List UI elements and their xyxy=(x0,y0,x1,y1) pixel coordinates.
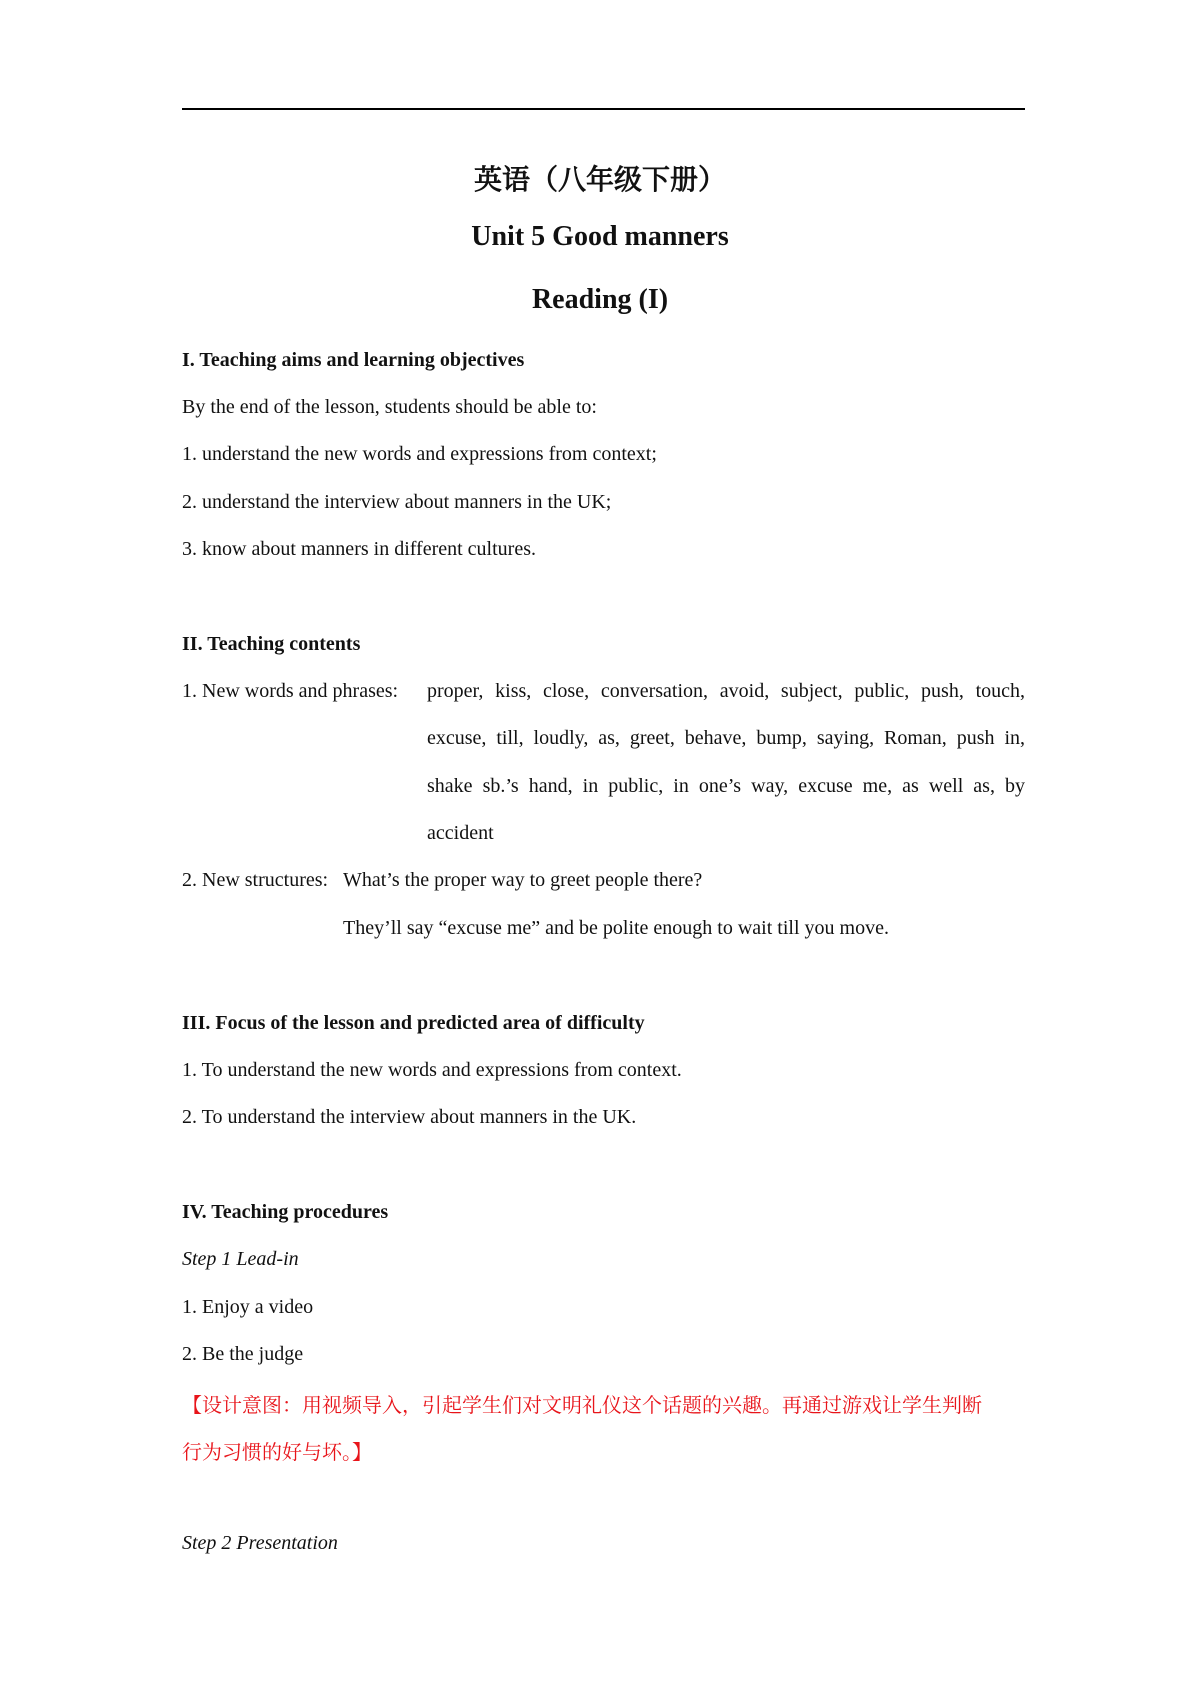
section-heading-procedures: IV. Teaching procedures xyxy=(182,1201,389,1223)
lesson-title: Reading (I) xyxy=(531,284,669,315)
design-note-line: 【设计意图：用视频导入，引起学生们对文明礼仪这个话题的兴趣。再通过游戏让学生判断 xyxy=(182,1393,982,1417)
focus-item: 2. To understand the interview about manners in the UK. xyxy=(182,1106,637,1128)
section-heading-focus: III. Focus of the lesson and predicted area of difficulty xyxy=(182,1012,645,1034)
step-item: 1. Enjoy a video xyxy=(182,1296,314,1318)
aims-item: 1. understand the new words and expressions from context; xyxy=(182,443,657,465)
design-note-line: 行为习惯的好与坏。】 xyxy=(182,1440,372,1464)
unit-title: Unit 5 Good manners xyxy=(471,221,729,252)
section-heading-aims: I. Teaching aims and learning objectives xyxy=(182,349,525,371)
header-rule xyxy=(182,108,1025,110)
aims-item: 3. know about manners in different cultures. xyxy=(182,538,536,560)
section-heading-contents: II. Teaching contents xyxy=(182,633,361,655)
words-label: 1. New words and phrases: xyxy=(182,680,399,702)
words-line: excuse, till, loudly, as, greet, behave, bump, saying, Roman, push in, xyxy=(427,727,1025,749)
step-title: Step 2 Presentation xyxy=(182,1532,338,1554)
words-line: shake sb.’s hand, in public, in one’s way, excuse me, as well as, by xyxy=(427,775,1025,797)
structure-line: What’s the proper way to greet people there? xyxy=(343,869,703,891)
step-title: Step 1 Lead-in xyxy=(182,1248,299,1270)
words-line: proper, kiss, close, conversation, avoid, subject, public, push, touch, xyxy=(427,680,1025,702)
structure-line: They’ll say “excuse me” and be polite enough to wait till you move. xyxy=(343,917,889,939)
aims-intro: By the end of the lesson, students should be able to: xyxy=(182,396,597,418)
document-title-cn: 英语（八年级下册） xyxy=(473,163,726,196)
structures-label: 2. New structures: xyxy=(182,869,329,891)
words-line: accident xyxy=(427,822,494,844)
aims-item: 2. understand the interview about manners in the UK; xyxy=(182,491,612,513)
focus-item: 1. To understand the new words and expressions from context. xyxy=(182,1059,682,1081)
step-item: 2. Be the judge xyxy=(182,1343,304,1365)
